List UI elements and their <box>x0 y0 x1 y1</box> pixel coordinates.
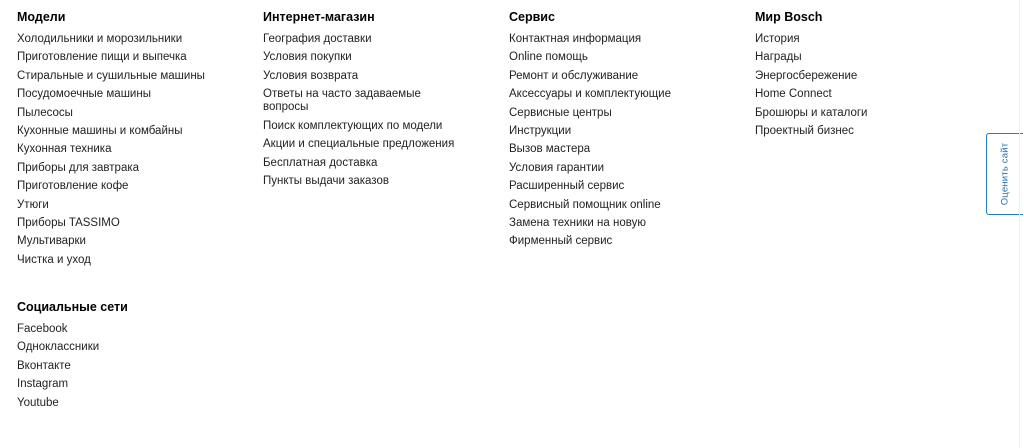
link-list <box>17 33 257 267</box>
footer-link[interactable]: Аксессуары и комплектующие <box>509 88 671 101</box>
rate-site-button[interactable] <box>986 133 1023 215</box>
footer-link[interactable]: Сервисные центры <box>509 106 612 119</box>
footer-link[interactable]: Брошюры и каталоги <box>755 106 868 119</box>
footer-link[interactable]: История <box>755 33 800 45</box>
link-list <box>17 323 257 410</box>
footer-link[interactable]: Мультиварки <box>17 235 86 248</box>
column-world-bosch <box>755 9 995 143</box>
column-heading: Интернет-магазин <box>263 10 375 24</box>
footer-link[interactable]: Чистка и уход <box>17 253 91 266</box>
page-edge-divider <box>1019 0 1020 448</box>
social-link-odnoklassniki[interactable]: Одноклассники <box>17 341 100 354</box>
footer-link[interactable]: Условия покупки <box>263 51 352 64</box>
footer-link[interactable]: Кухонная техника <box>17 143 112 156</box>
column-heading: Социальные сети <box>17 300 128 314</box>
social-link-instagram[interactable]: Instagram <box>17 378 69 391</box>
link-list <box>755 33 995 138</box>
footer-link[interactable]: Приготовление кофе <box>17 180 129 193</box>
footer-link[interactable]: Ответы на часто задаваемые вопросы <box>263 88 421 114</box>
footer-link[interactable]: Online помощь <box>509 51 588 64</box>
footer-link[interactable]: Пункты выдачи заказов <box>263 174 389 187</box>
footer-link[interactable]: Акции и специальные предложения <box>263 138 455 151</box>
footer-link[interactable]: Награды <box>755 51 802 64</box>
footer-link[interactable]: Утюги <box>17 198 49 211</box>
footer-link[interactable]: Сервисный помощник online <box>509 198 661 211</box>
column-social-networks <box>17 299 257 415</box>
footer-link[interactable]: Фирменный сервис <box>509 235 613 248</box>
footer-link[interactable]: Home Connect <box>755 88 832 101</box>
column-heading: Мир Bosch <box>755 10 823 24</box>
column-heading: Модели <box>17 10 66 24</box>
footer-link[interactable]: Посудомоечные машины <box>17 88 151 101</box>
footer-link[interactable]: Приборы для завтрака <box>17 161 140 174</box>
link-list <box>263 33 473 188</box>
social-link-facebook[interactable]: Facebook <box>17 323 68 335</box>
footer-link[interactable]: Ремонт и обслуживание <box>509 69 639 82</box>
footer-link[interactable]: Кухонные машины и комбайны <box>17 124 183 137</box>
footer-link[interactable]: Бесплатная доставка <box>263 156 378 169</box>
footer-link[interactable]: Холодильники и морозильники <box>17 33 183 45</box>
rate-site-label: Оценить сайт <box>999 142 1011 206</box>
footer-link[interactable]: Приготовление пищи и выпечка <box>17 51 187 64</box>
footer-link[interactable]: Расширенный сервис <box>509 180 625 193</box>
column-online-shop <box>263 9 473 193</box>
footer-link[interactable]: Условия возврата <box>263 69 359 82</box>
footer-link[interactable]: Проектный бизнес <box>755 124 854 137</box>
footer-link[interactable]: Инструкции <box>509 124 572 137</box>
footer-link[interactable]: Поиск комплектующих по модели <box>263 119 443 132</box>
footer-link[interactable]: География доставки <box>263 33 372 45</box>
footer-link[interactable]: Контактная информация <box>509 33 642 45</box>
footer-link[interactable]: Стиральные и сушильные машины <box>17 69 205 82</box>
footer-link[interactable]: Вызов мастера <box>509 143 591 156</box>
social-link-youtube[interactable]: Youtube <box>17 396 59 409</box>
footer-link[interactable]: Пылесосы <box>17 106 73 119</box>
column-service <box>509 9 749 254</box>
footer-link[interactable]: Энергосбережение <box>755 69 858 82</box>
footer-link[interactable]: Приборы TASSIMO <box>17 216 120 229</box>
social-link-vkontakte[interactable]: Вконтакте <box>17 359 71 372</box>
link-list <box>509 33 749 249</box>
column-models <box>17 9 257 272</box>
column-heading: Сервис <box>509 10 555 24</box>
footer-link[interactable]: Замена техники на новую <box>509 216 646 229</box>
footer-link[interactable]: Условия гарантии <box>509 161 605 174</box>
